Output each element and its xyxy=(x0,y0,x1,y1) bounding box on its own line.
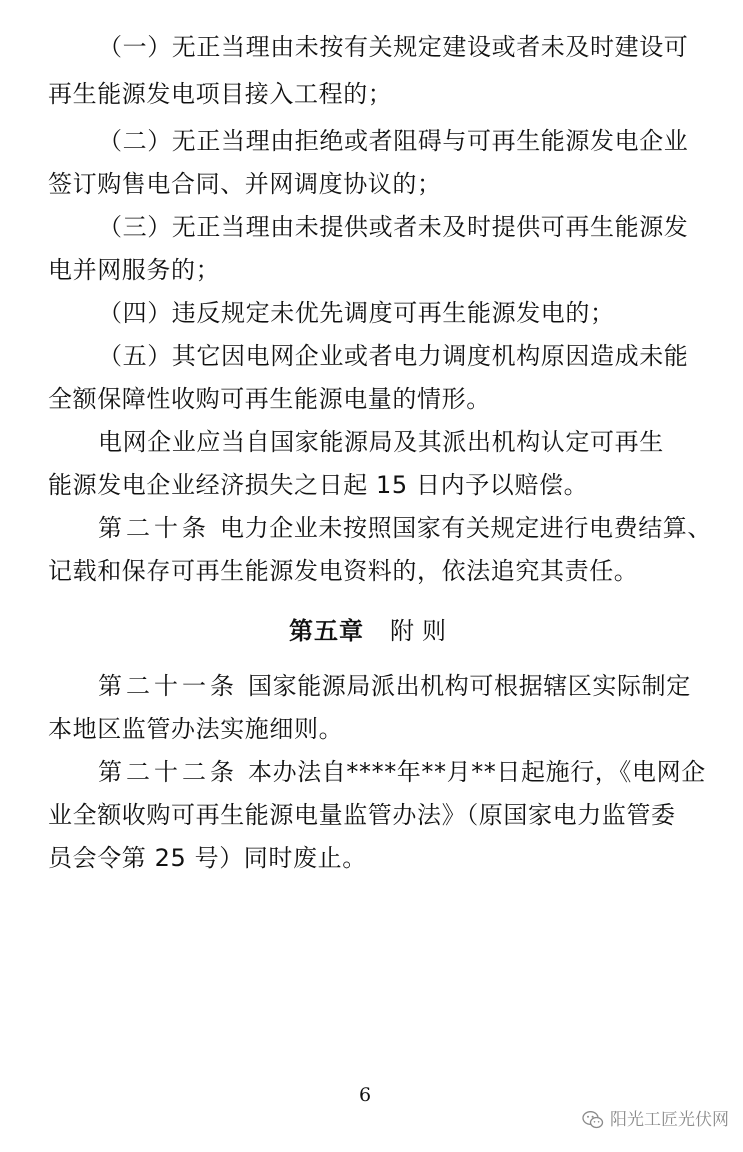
article-22-label: 第二十二条 xyxy=(98,758,238,786)
compensation-line-2: 能源发电企业经济损失之日起 15 日内予以赔偿。 xyxy=(48,471,589,499)
clause-5-line-1: （五）其它因电网企业或者电力调度机构原因造成未能 xyxy=(98,342,689,370)
watermark-text: 阳光工匠光伏网 xyxy=(610,1110,729,1130)
clause-5-line-2: 全额保障性收购可再生能源电量的情形。 xyxy=(48,385,491,413)
article-22-line-1 xyxy=(98,756,743,788)
article-20-label: 第二十条 xyxy=(98,514,210,542)
wechat-icon xyxy=(582,1110,604,1130)
article-22-text-1: 本办法自****年**月**日起施行，《电网企 xyxy=(248,758,706,786)
article-22-line-3: 员会令第 25 号）同时废止。 xyxy=(48,844,367,872)
chapter-heading xyxy=(0,615,743,647)
article-21-line-1 xyxy=(98,670,743,702)
page-number: 6 xyxy=(358,1084,372,1106)
clause-1-line-2: 再生能源发电项目接入工程的； xyxy=(48,80,393,108)
chapter-subtitle: 附则 xyxy=(390,617,454,645)
clause-2-line-1: （二）无正当理由拒绝或者阻碍与可再生能源发电企业 xyxy=(98,127,689,155)
clause-4-line-1: （四）违反规定未优先调度可再生能源发电的； xyxy=(98,299,615,327)
clause-3-line-1: （三）无正当理由未提供或者未及时提供可再生能源发 xyxy=(98,213,689,241)
article-21-label: 第二十一条 xyxy=(98,672,238,700)
article-21-text-1: 国家能源局派出机构可根据辖区实际制定 xyxy=(248,672,691,700)
clause-3-line-2: 电并网服务的； xyxy=(48,256,221,284)
watermark xyxy=(582,1108,729,1132)
article-20-line-1 xyxy=(98,512,743,544)
article-21-line-2: 本地区监管办法实施细则。 xyxy=(48,715,344,743)
chapter-title: 第五章 xyxy=(289,617,364,645)
article-20-line-2: 记载和保存可再生能源发电资料的，依法追究其责任。 xyxy=(48,557,639,585)
clause-2-line-2: 签订购售电合同、并网调度协议的； xyxy=(48,170,442,198)
clause-1-line-1: （一）无正当理由未按有关规定建设或者未及时建设可 xyxy=(98,33,689,61)
compensation-line-1: 电网企业应当自国家能源局及其派出机构认定可再生 xyxy=(98,428,664,456)
article-20-text-1: 电力企业未按照国家有关规定进行电费结算、 xyxy=(220,514,712,542)
article-22-line-2: 业全额收购可再生能源电量监管办法》（原国家电力监管委 xyxy=(48,801,676,829)
